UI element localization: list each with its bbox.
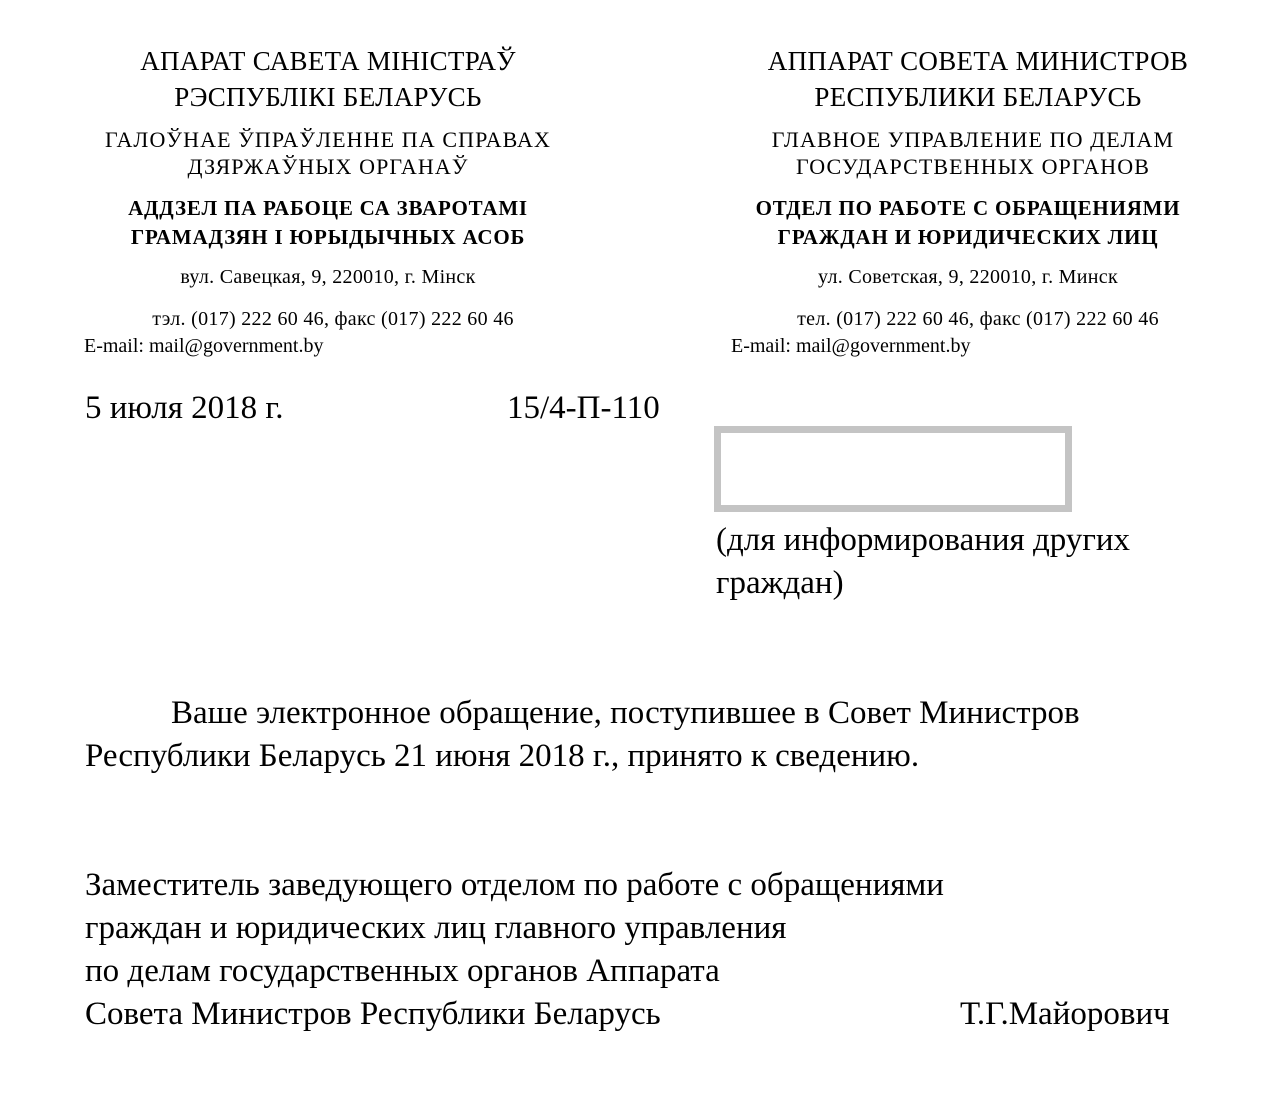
org-title-be-line1: АПАРАТ САВЕТА МІНІСТРАЎ — [140, 46, 516, 76]
dept-title-ru-line2: ГОСУДАРСТВЕННЫХ ОРГАНОВ — [795, 154, 1151, 179]
recipient-note-line1: (для информирования других — [716, 522, 1131, 558]
unit-title-ru — [718, 194, 1218, 252]
org-title-ru-line1: АППАРАТ СОВЕТА МИНИСТРОВ — [767, 46, 1189, 76]
dept-title-be-line2: ДЗЯРЖАЎНЫХ ОРГАНАЎ — [187, 154, 469, 179]
signatory-title — [85, 864, 944, 1036]
letter-body-line2: Республики Беларусь 21 июня 2018 г., принято к сведению. — [85, 738, 920, 774]
unit-title-ru-line2: ГРАЖДАН И ЮРИДИЧЕСКИХ ЛИЦ — [777, 225, 1159, 249]
document-date: 5 июля 2018 г. — [85, 390, 284, 426]
dept-title-be-line1: ГАЛОЎНАЕ ЎПРАЎЛЕННЕ ПА СПРАВАХ — [105, 127, 551, 152]
unit-title-be — [78, 194, 578, 252]
recipient-note — [716, 519, 1130, 605]
dept-title-be — [78, 126, 578, 180]
address-be: вул. Савецкая, 9, 220010, г. Мінск — [180, 266, 476, 288]
letter-body-line1: Ваше электронное обращение, поступившее в Совет Министров — [171, 695, 1080, 731]
org-title-ru-line2: РЕСПУБЛИКИ БЕЛАРУСЬ — [814, 82, 1142, 112]
dept-title-ru-line1: ГЛАВНОЕ УПРАВЛЕНИЕ ПО ДЕЛАМ — [771, 127, 1175, 152]
recipient-note-line2: граждан) — [716, 565, 844, 601]
redacted-recipient-box — [714, 426, 1072, 512]
address-ru: ул. Советская, 9, 220010, г. Минск — [818, 266, 1118, 288]
org-title-ru — [718, 43, 1238, 115]
signatory-name: Т.Г.Майорович — [960, 996, 1170, 1032]
signatory-title-line3: по делам государственных органов Аппарата — [85, 953, 720, 989]
unit-title-be-line2: ГРАМАДЗЯН І ЮРЫДЫЧНЫХ АСОБ — [130, 225, 526, 249]
email-be: E-mail: mail@government.by — [84, 335, 324, 357]
phone-ru: тел. (017) 222 60 46, факс (017) 222 60 46 — [797, 308, 1159, 330]
phone-be: тэл. (017) 222 60 46, факс (017) 222 60 46 — [152, 308, 514, 330]
org-title-be — [78, 43, 578, 115]
letter-body — [85, 692, 1225, 778]
email-ru: E-mail: mail@government.by — [731, 335, 971, 357]
dept-title-ru — [718, 126, 1228, 180]
signatory-title-line2: граждан и юридических лиц главного управления — [85, 910, 787, 946]
unit-title-be-line1: АДДЗЕЛ ПА РАБОЦЕ СА ЗВАРОТАМІ — [128, 196, 528, 220]
signatory-title-line1: Заместитель заведующего отделом по работе с обращениями — [85, 867, 944, 903]
document-number: 15/4-П-110 — [507, 390, 660, 426]
org-title-be-line2: РЭСПУБЛІКІ БЕЛАРУСЬ — [174, 82, 482, 112]
signatory-title-line4: Совета Министров Республики Беларусь — [85, 996, 661, 1032]
unit-title-ru-line1: ОТДЕЛ ПО РАБОТЕ С ОБРАЩЕНИЯМИ — [755, 196, 1181, 220]
